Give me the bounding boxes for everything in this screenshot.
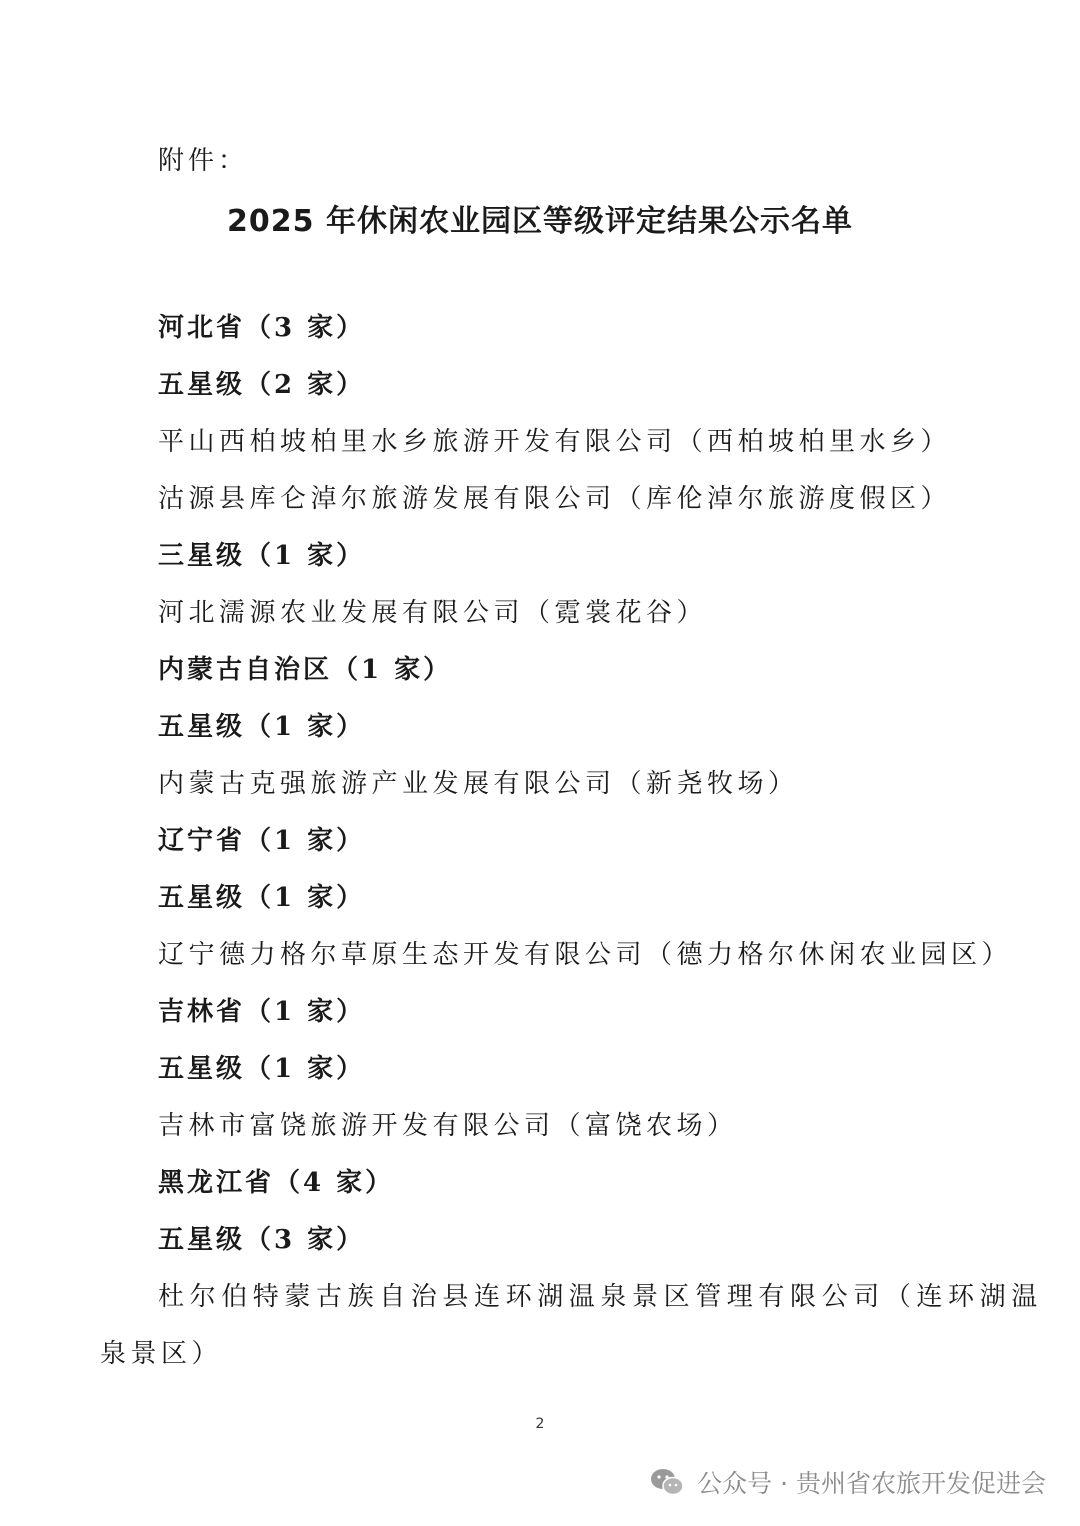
province-heading: 河北省（3 家）: [158, 313, 366, 343]
grade-heading: 三星级（1 家）: [158, 541, 366, 571]
document-title: 2025 年休闲农业园区等级评定结果公示名单: [227, 204, 853, 239]
list-item-continuation: 泉景区）: [100, 1339, 223, 1369]
province-heading: 辽宁省（1 家）: [158, 826, 366, 856]
page-number: 2: [535, 1416, 545, 1432]
wechat-icon: [649, 1467, 685, 1497]
grade-heading: 五星级（1 家）: [158, 1054, 366, 1084]
attachment-label: 附件：: [158, 146, 249, 176]
watermark-text: 公众号 · 贵州省农旅开发促进会: [697, 1469, 1046, 1498]
province-heading: 吉林省（1 家）: [158, 997, 366, 1027]
list-item: 河北濡源农业发展有限公司（霓裳花谷）: [158, 598, 708, 628]
watermark: [649, 1462, 1046, 1502]
list-item: 吉林市富饶旅游开发有限公司（富饶农场）: [158, 1111, 738, 1141]
list-item: 沽源县库仑淖尔旅游发展有限公司（库伦淖尔旅游度假区）: [158, 484, 952, 514]
province-heading: 黑龙江省（4 家）: [158, 1168, 395, 1198]
grade-heading: 五星级（1 家）: [158, 712, 366, 742]
list-item: 辽宁德力格尔草原生态开发有限公司（德力格尔休闲农业园区）: [158, 940, 1013, 970]
list-item: 内蒙古克强旅游产业发展有限公司（新尧牧场）: [158, 769, 799, 799]
list-item: 平山西柏坡柏里水乡旅游开发有限公司（西柏坡柏里水乡）: [158, 427, 952, 457]
province-heading: 内蒙古自治区（1 家）: [158, 655, 453, 685]
grade-heading: 五星级（2 家）: [158, 370, 366, 400]
list-item: 杜尔伯特蒙古族自治县连环湖温泉景区管理有限公司（连环湖温: [158, 1282, 1043, 1312]
grade-heading: 五星级（1 家）: [158, 883, 366, 913]
grade-heading: 五星级（3 家）: [158, 1225, 366, 1255]
